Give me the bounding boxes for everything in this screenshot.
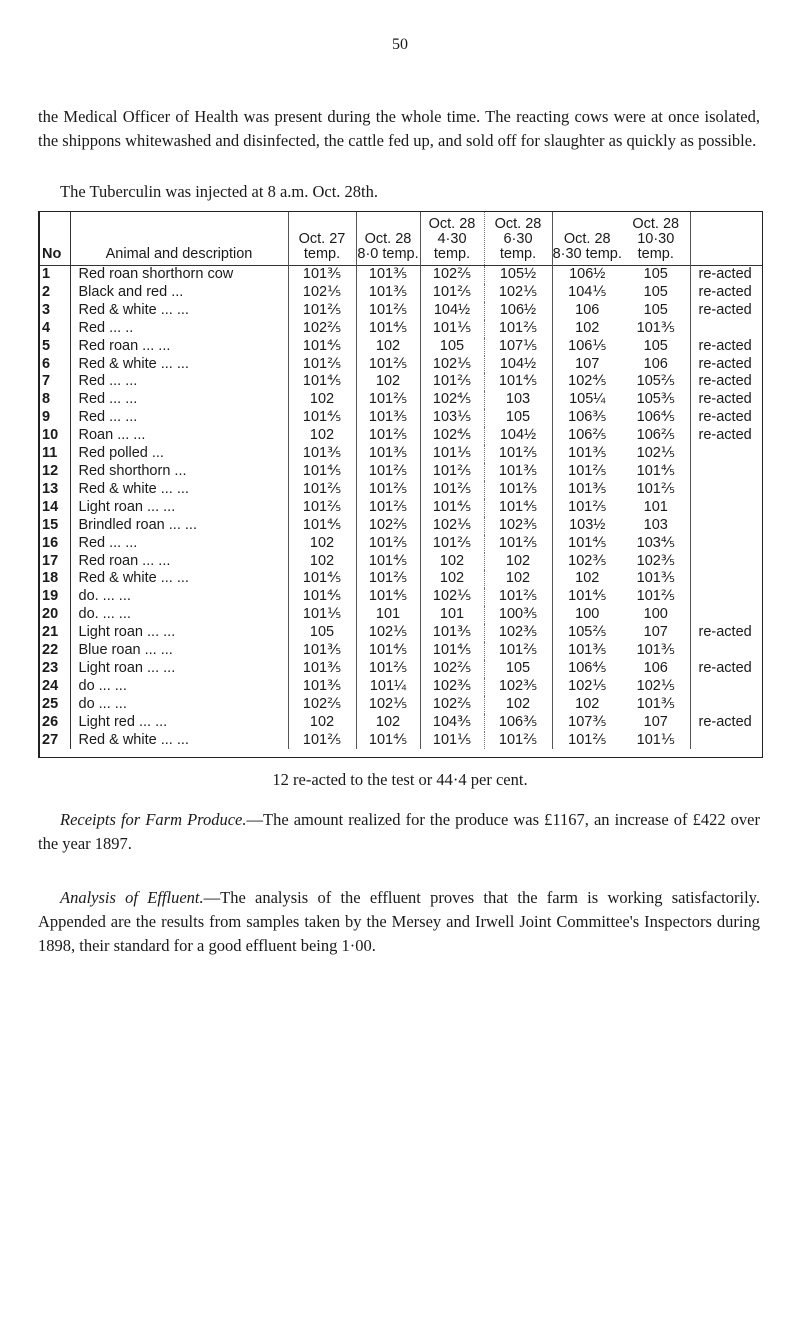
temp-oct28-1030: 101⅖ bbox=[622, 481, 690, 499]
table-row bbox=[40, 481, 762, 499]
header-col3: Oct. 28 4·30 temp. bbox=[420, 212, 484, 266]
temp-oct27: 101⅘ bbox=[288, 588, 356, 606]
temp-oct28-1030: 101⅗ bbox=[622, 696, 690, 714]
temp-oct28-630: 101⅘ bbox=[484, 499, 552, 517]
remark: re-acted bbox=[698, 283, 752, 300]
temp-oct27: 102 bbox=[288, 427, 356, 445]
temp-oct28-1030: 106⅘ bbox=[622, 409, 690, 427]
temp-oct28-430: 101⅖ bbox=[420, 535, 484, 553]
remark: re-acted bbox=[698, 301, 752, 318]
temp-oct28-630: 102 bbox=[484, 696, 552, 714]
animal-description: Light roan ... ... bbox=[70, 660, 288, 678]
animal-description: Red & white ... ... bbox=[70, 356, 288, 374]
table-row bbox=[40, 409, 762, 427]
temp-oct27: 101⅗ bbox=[288, 642, 356, 660]
remark: re-acted bbox=[698, 659, 752, 676]
table-row bbox=[40, 642, 762, 660]
row-number: 25 bbox=[40, 696, 70, 714]
receipts-text: —The amount realized for the produce was £1167, an increase of £422 over the year 1897. bbox=[38, 810, 760, 853]
temp-oct28-1030: 101⅗ bbox=[622, 320, 690, 338]
temp-oct28-800: 102 bbox=[356, 338, 420, 356]
temp-oct28-430: 102⅘ bbox=[420, 427, 484, 445]
table-row bbox=[40, 535, 762, 553]
table-row bbox=[40, 606, 762, 624]
temp-oct28-430: 101⅕ bbox=[420, 732, 484, 750]
remark bbox=[690, 606, 762, 624]
remark bbox=[690, 678, 762, 696]
temp-oct28-800: 102 bbox=[356, 714, 420, 732]
temp-oct27: 101⅘ bbox=[288, 338, 356, 356]
remark bbox=[690, 732, 762, 750]
animal-description: Red & white ... ... bbox=[70, 481, 288, 499]
temp-oct27: 105 bbox=[288, 624, 356, 642]
temp-oct28-1030: 106 bbox=[622, 356, 690, 374]
temp-oct28-630: 106⅗ bbox=[484, 714, 552, 732]
remark: re-acted bbox=[698, 624, 752, 641]
row-number: 10 bbox=[40, 427, 70, 445]
row-number: 6 bbox=[40, 356, 70, 374]
summary-line: 12 re-acted to the test or 44·4 per cent. bbox=[272, 770, 528, 789]
remark: re-acted bbox=[698, 713, 752, 730]
temp-oct28-630: 101⅖ bbox=[484, 445, 552, 463]
temp-oct27: 101⅗ bbox=[288, 266, 356, 284]
temp-oct28-1030: 103⅘ bbox=[622, 535, 690, 553]
table-row bbox=[40, 714, 762, 732]
table-row bbox=[40, 266, 762, 284]
temp-oct28-800: 101⅘ bbox=[356, 553, 420, 571]
animal-description: Light roan ... ... bbox=[70, 624, 288, 642]
temp-oct28-1030: 107 bbox=[622, 714, 690, 732]
temp-oct28-630: 104½ bbox=[484, 356, 552, 374]
temp-oct28-830: 107 bbox=[575, 355, 600, 372]
temp-oct28-830: 102⅘ bbox=[568, 373, 607, 390]
temp-oct28-1030: 103 bbox=[622, 517, 690, 535]
temp-oct28-1030: 102⅕ bbox=[622, 445, 690, 463]
animal-description: Red & white ... ... bbox=[70, 302, 288, 320]
table-row bbox=[40, 338, 762, 356]
temp-oct27: 101⅘ bbox=[288, 409, 356, 427]
temp-oct28-430: 101⅘ bbox=[420, 499, 484, 517]
row-number: 9 bbox=[40, 409, 70, 427]
analysis-heading: Analysis of Effluent. bbox=[60, 888, 204, 907]
animal-description: Red & white ... ... bbox=[70, 732, 288, 750]
row-number: 11 bbox=[40, 445, 70, 463]
temp-oct28-800: 102⅕ bbox=[356, 696, 420, 714]
receipts-heading: Receipts for Farm Produce. bbox=[60, 810, 247, 829]
row-number: 8 bbox=[40, 391, 70, 409]
row-number: 22 bbox=[40, 642, 70, 660]
remark: re-acted bbox=[698, 409, 752, 426]
temp-oct28-430: 104⅗ bbox=[420, 714, 484, 732]
animal-description: Red polled ... bbox=[70, 445, 288, 463]
temp-oct28-630: 102⅗ bbox=[484, 678, 552, 696]
temp-oct28-830: 105⅖ bbox=[568, 624, 607, 641]
row-number: 5 bbox=[40, 338, 70, 356]
animal-description: Red shorthorn ... bbox=[70, 463, 288, 481]
table-row bbox=[40, 553, 762, 571]
temp-oct28-630: 102 bbox=[484, 570, 552, 588]
temp-oct28-830: 102⅕ bbox=[568, 677, 607, 694]
remark bbox=[690, 517, 762, 535]
temp-oct28-800: 101⅘ bbox=[356, 732, 420, 750]
temp-oct28-430: 101⅖ bbox=[420, 463, 484, 481]
row-number: 21 bbox=[40, 624, 70, 642]
temp-oct27: 102⅖ bbox=[288, 320, 356, 338]
header-col4: Oct. 28 6·30 temp. bbox=[484, 212, 552, 266]
temp-oct28-430: 102⅖ bbox=[420, 660, 484, 678]
temp-oct28-830: 106⅘ bbox=[568, 659, 607, 676]
table-row bbox=[40, 678, 762, 696]
animal-description: Red ... .. bbox=[70, 320, 288, 338]
temp-oct28-800: 101 bbox=[356, 606, 420, 624]
temp-oct28-430: 101⅖ bbox=[420, 373, 484, 391]
temp-oct28-1030: 105 bbox=[622, 302, 690, 320]
row-number: 4 bbox=[40, 320, 70, 338]
row-number: 18 bbox=[40, 570, 70, 588]
row-number: 27 bbox=[40, 732, 70, 750]
temp-oct28-830: 105¼ bbox=[569, 391, 606, 408]
temp-oct27: 102⅖ bbox=[288, 696, 356, 714]
temp-oct28-800: 101⅗ bbox=[356, 284, 420, 302]
temp-oct28-1030: 102⅗ bbox=[622, 553, 690, 571]
remark: re-acted bbox=[698, 355, 752, 372]
table-row bbox=[40, 499, 762, 517]
temp-oct28-630: 107⅕ bbox=[484, 338, 552, 356]
temp-oct28-830: 101⅘ bbox=[568, 534, 607, 551]
temp-oct27: 101⅕ bbox=[288, 606, 356, 624]
table-row bbox=[40, 570, 762, 588]
table-row bbox=[40, 696, 762, 714]
table-row bbox=[40, 624, 762, 642]
row-number: 23 bbox=[40, 660, 70, 678]
remark bbox=[690, 696, 762, 714]
temp-oct27: 101⅘ bbox=[288, 570, 356, 588]
temp-oct28-1030: 101⅗ bbox=[622, 642, 690, 660]
injection-note: The Tuberculin was injected at 8 a.m. Oct. 28th. bbox=[60, 182, 379, 201]
animal-description: Light roan ... ... bbox=[70, 499, 288, 517]
remark: re-acted bbox=[698, 373, 752, 390]
temp-oct28-1030: 105 bbox=[622, 284, 690, 302]
temp-oct27: 102 bbox=[288, 535, 356, 553]
temp-oct27: 101⅘ bbox=[288, 463, 356, 481]
page-number: 50 bbox=[392, 36, 408, 53]
temp-oct27: 102 bbox=[288, 391, 356, 409]
table-row bbox=[40, 517, 762, 535]
temp-oct27: 101⅗ bbox=[288, 678, 356, 696]
temp-oct27: 101⅖ bbox=[288, 481, 356, 499]
temp-oct28-430: 102⅕ bbox=[420, 588, 484, 606]
temp-oct28-630: 101⅘ bbox=[484, 373, 552, 391]
temp-oct28-430: 102 bbox=[420, 553, 484, 571]
animal-description: Red roan ... ... bbox=[70, 338, 288, 356]
temp-oct27: 101⅖ bbox=[288, 356, 356, 374]
animal-description: Red & white ... ... bbox=[70, 570, 288, 588]
row-number: 1 bbox=[40, 266, 70, 284]
table-row bbox=[40, 445, 762, 463]
temp-oct28-430: 101 bbox=[420, 606, 484, 624]
temp-oct28-1030: 106 bbox=[622, 660, 690, 678]
animal-description: do. ... ... bbox=[70, 606, 288, 624]
temp-oct28-830: 103½ bbox=[569, 516, 606, 533]
temp-oct28-800: 101⅖ bbox=[356, 356, 420, 374]
temp-oct28-800: 101⅘ bbox=[356, 588, 420, 606]
temp-oct28-430: 101⅘ bbox=[420, 642, 484, 660]
temp-oct28-430: 102⅕ bbox=[420, 517, 484, 535]
temp-oct28-800: 101⅖ bbox=[356, 570, 420, 588]
temp-oct28-630: 101⅖ bbox=[484, 481, 552, 499]
temp-oct28-430: 101⅖ bbox=[420, 481, 484, 499]
table-row bbox=[40, 284, 762, 302]
table-row bbox=[40, 660, 762, 678]
temp-oct28-430: 102⅖ bbox=[420, 266, 484, 284]
temp-oct28-830: 106 bbox=[575, 301, 600, 318]
table-row bbox=[40, 427, 762, 445]
remark bbox=[690, 553, 762, 571]
temp-oct28-430: 104½ bbox=[420, 302, 484, 320]
table-row bbox=[40, 732, 762, 750]
animal-description: do ... ... bbox=[70, 678, 288, 696]
remark bbox=[690, 588, 762, 606]
remark bbox=[690, 463, 762, 481]
temp-oct28-830: 102 bbox=[575, 319, 600, 336]
temp-oct28-800: 101⅖ bbox=[356, 391, 420, 409]
temp-oct28-800: 101⅘ bbox=[356, 320, 420, 338]
temp-oct28-830: 102 bbox=[575, 570, 600, 587]
animal-description: Brindled roan ... ... bbox=[70, 517, 288, 535]
temperature-table-grid bbox=[40, 212, 762, 749]
receipts-paragraph bbox=[38, 808, 760, 856]
row-number: 7 bbox=[40, 373, 70, 391]
temp-oct28-830: 101⅖ bbox=[568, 498, 607, 515]
temp-oct28-830: 101⅗ bbox=[568, 642, 607, 659]
temp-oct28-800: 101⅖ bbox=[356, 463, 420, 481]
temp-oct28-630: 102 bbox=[484, 553, 552, 571]
animal-description: Red ... ... bbox=[70, 391, 288, 409]
remark bbox=[690, 445, 762, 463]
row-number: 14 bbox=[40, 499, 70, 517]
temp-oct28-630: 101⅖ bbox=[484, 320, 552, 338]
animal-description: Red roan ... ... bbox=[70, 553, 288, 571]
temp-oct28-630: 103 bbox=[484, 391, 552, 409]
temp-oct28-830: 102⅗ bbox=[568, 552, 607, 569]
row-number: 16 bbox=[40, 535, 70, 553]
temp-oct28-1030: 102⅕ bbox=[622, 678, 690, 696]
remark: re-acted bbox=[698, 391, 752, 408]
temp-oct28-830: 106⅗ bbox=[568, 409, 607, 426]
temp-oct28-800: 102⅖ bbox=[356, 517, 420, 535]
table-row bbox=[40, 356, 762, 374]
temp-oct27: 101⅖ bbox=[288, 302, 356, 320]
row-number: 24 bbox=[40, 678, 70, 696]
temp-oct28-430: 101⅗ bbox=[420, 624, 484, 642]
temp-oct28-830: 101⅗ bbox=[568, 445, 607, 462]
temp-oct28-800: 101¼ bbox=[356, 678, 420, 696]
temp-oct28-630: 105 bbox=[484, 660, 552, 678]
remark bbox=[690, 320, 762, 338]
temp-oct27: 101⅘ bbox=[288, 373, 356, 391]
table-row bbox=[40, 463, 762, 481]
temp-oct28-430: 101⅖ bbox=[420, 284, 484, 302]
temp-oct28-630: 101⅖ bbox=[484, 588, 552, 606]
row-number: 12 bbox=[40, 463, 70, 481]
temp-oct28-830: 102 bbox=[575, 695, 600, 712]
remark bbox=[690, 499, 762, 517]
temp-oct28-1030: 101⅘ bbox=[622, 463, 690, 481]
table-row bbox=[40, 588, 762, 606]
temp-oct27: 101⅖ bbox=[288, 732, 356, 750]
temp-oct28-830: 101⅖ bbox=[568, 731, 607, 748]
table-row bbox=[40, 391, 762, 409]
remark: re-acted bbox=[698, 427, 752, 444]
table-row bbox=[40, 320, 762, 338]
animal-description: Red ... ... bbox=[70, 535, 288, 553]
temp-oct28-430: 102 bbox=[420, 570, 484, 588]
header-col5: Oct. 28 8·30 temp. bbox=[552, 231, 622, 262]
temp-oct28-430: 103⅕ bbox=[420, 409, 484, 427]
temp-oct28-800: 101⅖ bbox=[356, 302, 420, 320]
temp-oct28-800: 101⅖ bbox=[356, 499, 420, 517]
table-row bbox=[40, 302, 762, 320]
animal-description: Red roan shorthorn cow bbox=[70, 266, 288, 284]
temp-oct28-800: 101⅗ bbox=[356, 409, 420, 427]
row-number: 17 bbox=[40, 553, 70, 571]
temp-oct28-630: 102⅕ bbox=[484, 284, 552, 302]
remark bbox=[690, 535, 762, 553]
temp-oct28-800: 101⅖ bbox=[356, 660, 420, 678]
row-number: 15 bbox=[40, 517, 70, 535]
temperature-table bbox=[38, 211, 763, 758]
header-col1: Oct. 27 temp. bbox=[288, 212, 356, 266]
temp-oct28-630: 102⅗ bbox=[484, 624, 552, 642]
temp-oct27: 101⅗ bbox=[288, 660, 356, 678]
header-col2: Oct. 28 8·0 temp. bbox=[356, 212, 420, 266]
remark bbox=[690, 570, 762, 588]
temp-oct28-830: 101⅖ bbox=[568, 462, 607, 479]
temp-oct28-830: 106⅖ bbox=[568, 427, 607, 444]
animal-description: Red ... ... bbox=[70, 409, 288, 427]
temp-oct28-1030: 107 bbox=[622, 624, 690, 642]
animal-description: Light red ... ... bbox=[70, 714, 288, 732]
row-number: 2 bbox=[40, 284, 70, 302]
temp-oct28-630: 101⅖ bbox=[484, 535, 552, 553]
temp-oct28-430: 102⅗ bbox=[420, 678, 484, 696]
temp-oct27: 102 bbox=[288, 714, 356, 732]
row-number: 26 bbox=[40, 714, 70, 732]
temp-oct28-800: 102 bbox=[356, 373, 420, 391]
table-body bbox=[40, 266, 762, 750]
temp-oct28-630: 106½ bbox=[484, 302, 552, 320]
temp-oct28-630: 102⅗ bbox=[484, 517, 552, 535]
temp-oct28-630: 105½ bbox=[484, 266, 552, 284]
temp-oct28-430: 101⅕ bbox=[420, 320, 484, 338]
animal-description: Blue roan ... ... bbox=[70, 642, 288, 660]
intro-paragraph: the Medical Officer of Health was present during the whole time. The reacting cows were at once isolated, the shippons whitewashed and disinfected, the cattle fed up, and sold off for slaughter as quickly as possible. bbox=[38, 107, 760, 150]
temp-oct28-1030: 105⅗ bbox=[622, 391, 690, 409]
animal-description: do. ... ... bbox=[70, 588, 288, 606]
temp-oct28-830: 106⅕ bbox=[568, 337, 607, 354]
temp-oct28-630: 105 bbox=[484, 409, 552, 427]
temp-oct28-830: 107⅗ bbox=[568, 713, 607, 730]
animal-description: do ... ... bbox=[70, 696, 288, 714]
header-col6: Oct. 28 10·30 temp. bbox=[622, 212, 690, 266]
temp-oct27: 101⅗ bbox=[288, 445, 356, 463]
temp-oct27: 101⅖ bbox=[288, 499, 356, 517]
temp-oct28-1030: 101⅗ bbox=[622, 570, 690, 588]
temp-oct28-430: 102⅘ bbox=[420, 391, 484, 409]
temp-oct28-430: 101⅕ bbox=[420, 445, 484, 463]
temp-oct28-830: 104⅕ bbox=[568, 283, 607, 300]
row-number: 3 bbox=[40, 302, 70, 320]
analysis-text: —The analysis of the effluent proves that the farm is working satisfactorily. Appended are the results from samples taken by the Mersey and Irwell Joint Committee's Inspectors during 1898, their standard for a good effluent being 1·00. bbox=[38, 888, 760, 955]
remark: re-acted bbox=[698, 337, 752, 354]
temp-oct28-1030: 105 bbox=[622, 338, 690, 356]
animal-description: Roan ... ... bbox=[70, 427, 288, 445]
temp-oct28-800: 101⅗ bbox=[356, 445, 420, 463]
row-number: 19 bbox=[40, 588, 70, 606]
temp-oct27: 101⅘ bbox=[288, 517, 356, 535]
temp-oct28-800: 101⅖ bbox=[356, 535, 420, 553]
temp-oct28-430: 105 bbox=[420, 338, 484, 356]
temp-oct28-630: 101⅖ bbox=[484, 732, 552, 750]
temp-oct28-630: 101⅖ bbox=[484, 642, 552, 660]
temp-oct28-1030: 106⅖ bbox=[622, 427, 690, 445]
temp-oct28-430: 102⅕ bbox=[420, 356, 484, 374]
table-row bbox=[40, 373, 762, 391]
temp-oct28-800: 101⅖ bbox=[356, 481, 420, 499]
temp-oct28-630: 104½ bbox=[484, 427, 552, 445]
temp-oct28-1030: 100 bbox=[622, 606, 690, 624]
temp-oct28-830: 106½ bbox=[569, 266, 606, 282]
analysis-paragraph bbox=[38, 886, 760, 958]
temp-oct28-630: 100⅗ bbox=[484, 606, 552, 624]
temp-oct28-1030: 101 bbox=[622, 499, 690, 517]
temp-oct28-1030: 105⅖ bbox=[622, 373, 690, 391]
temp-oct28-830: 101⅗ bbox=[568, 480, 607, 497]
temp-oct28-800: 101⅘ bbox=[356, 642, 420, 660]
remark bbox=[690, 642, 762, 660]
temp-oct27: 102⅕ bbox=[288, 284, 356, 302]
header-remark bbox=[690, 212, 762, 266]
temp-oct28-1030: 101⅕ bbox=[622, 732, 690, 750]
temp-oct28-800: 101⅗ bbox=[356, 266, 420, 284]
table-header-row bbox=[40, 212, 762, 266]
remark bbox=[690, 481, 762, 499]
header-description: Animal and description bbox=[70, 212, 288, 266]
temp-oct28-800: 102⅕ bbox=[356, 624, 420, 642]
temp-oct28-1030: 105 bbox=[622, 266, 690, 284]
temp-oct28-830: 100 bbox=[575, 606, 600, 623]
temp-oct28-430: 102⅖ bbox=[420, 696, 484, 714]
temp-oct28-800: 101⅖ bbox=[356, 427, 420, 445]
temp-oct27: 102 bbox=[288, 553, 356, 571]
temp-oct28-1030: 101⅖ bbox=[622, 588, 690, 606]
temp-oct28-630: 101⅗ bbox=[484, 463, 552, 481]
row-number: 20 bbox=[40, 606, 70, 624]
row-number: 13 bbox=[40, 481, 70, 499]
temp-oct28-830: 101⅘ bbox=[568, 588, 607, 605]
animal-description: Black and red ... bbox=[70, 284, 288, 302]
animal-description: Red ... ... bbox=[70, 373, 288, 391]
remark: re-acted bbox=[698, 266, 752, 282]
header-no: No bbox=[40, 212, 70, 266]
